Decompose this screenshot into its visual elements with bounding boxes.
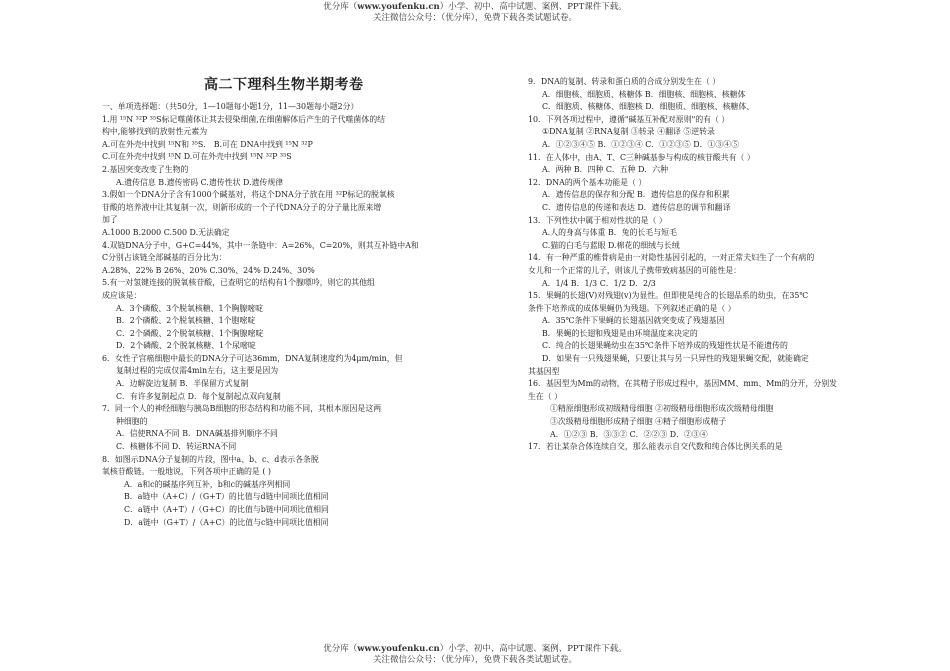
right-line: C．纯合的长翅果蝇幼虫在35℃条件下培养成的残翅性状是不能遗传的 xyxy=(542,341,788,351)
right-line: 条件下培养成的成体果蝇仍为残翅。下列叙述正确的是（ ） xyxy=(528,303,736,313)
right-line: ①DNA复制 ②RNA复制 ③转录 ④翻译 ⑤逆转录 xyxy=(542,127,715,137)
right-line: 10．下列各项过程中，遵循"碱基互补配对原则"的有（ ） xyxy=(528,114,730,124)
section-heading: 一、单项选择题：（共50分，1—10题每小题1分，11—30题每小题2分） xyxy=(102,102,359,111)
left-line: A．3个磷酸、3个脱氧核糖、1个胸腺嘧啶 xyxy=(116,303,264,313)
left-line: A．边解旋边复制 B．半保留方式复制 xyxy=(116,379,249,389)
left-line: 7．同一个人的神经细胞与胰岛B细胞的形态结构和功能不同，其根本原因是这两 xyxy=(102,404,382,414)
footer-line-1 xyxy=(0,644,950,655)
left-line: A.遗传信息 B.遗传密码 C.遗传性状 D.遗传规律 xyxy=(116,177,284,187)
header-desc: ）小学、初中、高中试题、案例、PPT课件下载。 xyxy=(439,2,627,12)
left-line: 复制过程的完成仅需4min左右，这主要是因为 xyxy=(116,366,279,376)
left-line: C．2个磷酸、2个脱氧核糖、1个胸腺嘧啶 xyxy=(116,328,264,338)
left-line: D．a链中（G+T）/（A+C）的比值与c链中同项比值相同 xyxy=(124,517,329,527)
right-line: 11．在人体中，由A、T、C三种碱基参与构成的核苷酸共有（ ） xyxy=(528,152,755,162)
right-line: ①精原细胞形成初级精母细胞 ②初级精母细胞形成次级精母细胞 xyxy=(550,404,774,414)
left-line: 加了 xyxy=(102,215,118,225)
left-question-list xyxy=(102,114,476,530)
left-line: 氧核苷酸链。一般地说，下列各项中正确的是 ( ) xyxy=(102,467,271,477)
right-line: D．如果有一只残翅果蝇，只要让其与另一只异性的残翅果蝇交配，就能确定 xyxy=(542,354,809,364)
right-line: A．细胞核、细胞质、核糖体 B．细胞核、细胞核、核糖体 xyxy=(542,89,746,99)
right-line: ③次级精母细胞形成精子细胞 ④精子细胞形成精子 xyxy=(550,417,727,427)
right-line: A．1/4 B．1/3 C．1/2 D．2/3 xyxy=(542,278,656,288)
right-question-list xyxy=(528,76,906,454)
header-line-2: 关注微信公众号：（优分库），免费下载各类试题试卷。 xyxy=(372,13,577,23)
page-header xyxy=(0,2,950,24)
header-url[interactable]: www.youfenku.cn xyxy=(357,2,440,12)
left-line: B．2个磷酸、2个脱氧核糖、1个胞嘧啶 xyxy=(116,316,256,326)
left-line: C.可在外壳中找到 ¹⁵N D.可在外壳中找到 ¹⁵N ³²P ³⁵S xyxy=(102,152,292,162)
header-line-1 xyxy=(0,2,950,13)
right-line: A.人的身高与体重 B．兔的长毛与短毛 xyxy=(542,228,677,238)
right-line: A．35℃条件下果蝇的长翅基因就突变成了残翅基因 xyxy=(542,316,725,326)
right-line: 14．有一种严重的椎骨病是由一对隐性基因引起的，一对正常夫妇生了一个有病的 xyxy=(528,253,815,263)
right-line: A．①②③④⑤ B．①②③④ C．①②③⑤ D．①③④⑤ xyxy=(542,139,740,149)
left-line: 成应该是： xyxy=(102,290,142,300)
right-line: C．遗传信息的传递和表达 D．遗传信息的调节和翻译 xyxy=(542,202,731,212)
left-line: 4.双链DNA分子中，G+C=44%，其中一条链中：A=26%，C=20%，则其互补链中A和 xyxy=(102,240,419,250)
right-line: 其基因型 xyxy=(528,366,560,376)
right-line: 15．果蝇的长翅(V)对残翅(v)为显性。但即使是纯合的长翅品系的幼虫，在35℃ xyxy=(528,291,809,301)
left-line: C．a链中（A+T）/（G+C）的比值与b链中同项比值相同 xyxy=(124,505,329,514)
left-line: C分别占该链全部碱基的百分比为： xyxy=(102,253,227,263)
right-line: A．遗传信息的保存和分配 B．遗传信息的保存和积累 xyxy=(542,190,730,200)
left-line: A．信使RNA不同 B．DNA碱基排列顺序不同 xyxy=(116,429,278,439)
left-line: B．a链中（A+C）/（G+T）的比值与d链中同项比值相同 xyxy=(124,492,329,502)
right-line: 女儿和一个正常的儿子，则该儿子携带致病基因的可能性是： xyxy=(528,265,742,275)
right-line: 9．DNA的复制、转录和蛋白质的合成分别发生在（ ） xyxy=(528,77,721,86)
right-line: A．①②③ B．③③② C．②②③ D．②③④ xyxy=(550,429,708,439)
left-line: A.可在外壳中找到 ¹⁵N和 ³⁵S． B.可在 DNA中找到 ¹⁵N ³²P xyxy=(102,139,313,149)
footer-url[interactable]: www.youfenku.cn xyxy=(357,644,440,654)
footer-desc: ）小学、初中、高中试题、案例、PPT课件下载。 xyxy=(439,644,627,654)
right-line: A．两种 B．四种 C．五种 D．六种 xyxy=(542,165,669,175)
left-column xyxy=(102,75,476,529)
left-line: 8．如图示DNA分子复制的片段，图中a、b、c、d表示各条脱 xyxy=(102,454,319,464)
left-line: A.28%、22% B 26%、20% C.30%、24% D.24%、30% xyxy=(102,265,315,275)
left-line: D．2个磷酸、2个脱氧核糖、1个尿嘧啶 xyxy=(116,341,256,351)
left-line: C．核糖体不同 D．转运RNA不同 xyxy=(116,442,237,452)
right-line: 16．基因型为Mm的动物，在其精子形成过程中，基因MM、mm、Mm的分开，分别发 xyxy=(528,379,838,389)
right-line: 生在（ ） xyxy=(528,391,563,401)
right-column xyxy=(528,76,906,454)
left-line: 构中,能够找到的放射性元素为 xyxy=(102,127,208,137)
page-footer xyxy=(0,644,950,666)
footer-site: 优分库（ xyxy=(323,644,358,654)
left-line: 1.用 ¹⁵N ³²P ³⁵S标记噬菌体让其去侵染细菌,在细菌解体后产生的子代噬菌体的结 xyxy=(102,114,385,124)
left-line: 2.基因突变改变了生物的 xyxy=(102,164,189,174)
right-line: B．果蝇的长翅和残翅是由环境温度来决定的 xyxy=(542,328,698,338)
left-line: 苷酸的培养液中让其复制一次，则新形成的一个子代DNA分子的分子量比原来增 xyxy=(102,202,382,212)
right-line: 17．若让某杂合体连续自交，那么能表示自交代数和纯合体比例关系的是 xyxy=(528,442,783,452)
right-line: C.猫的白毛与蓝眼 D.棉花的细绒与长绒 xyxy=(542,240,680,250)
left-line: 种细胞的 xyxy=(116,416,148,426)
left-line: 6．女性子宫癌细胞中最长的DNA分子可达36mm，DNA复制速度约为4μm/min，但 xyxy=(102,353,403,363)
right-line: C．细胞质、核糖体、细胞核 D．细胞质、细胞核、核糖体、 xyxy=(542,102,755,112)
left-line: 5.有一对氢键连接的脱氧核苷酸，已查明它的结构有1个腺嘌呤，则它的其他组 xyxy=(102,278,375,288)
header-site: 优分库（ xyxy=(323,2,358,12)
left-line: A．a和c的碱基序列互补，b和c的碱基序列相同 xyxy=(124,479,291,489)
left-line: 3.假如一个DNA分子含有1000个碱基对，将这个DNA分子放在用 ³²P标记的脱氧核 xyxy=(102,190,395,200)
exam-title: 高二下理科生物半期考卷 xyxy=(204,77,364,93)
right-line: 12．DNA的两个基本功能是（ ） xyxy=(528,177,647,187)
left-line: A.1000 B.2000 C.500 D.无法确定 xyxy=(102,227,230,237)
footer-line-2: 关注微信公众号：（优分库），免费下载各类试题试卷。 xyxy=(372,655,577,665)
right-line: 13．下列性状中属于相对性状的是（ ） xyxy=(528,215,667,225)
left-line: C．有许多复制起点 D．每个复制起点双向复制 xyxy=(116,391,281,401)
